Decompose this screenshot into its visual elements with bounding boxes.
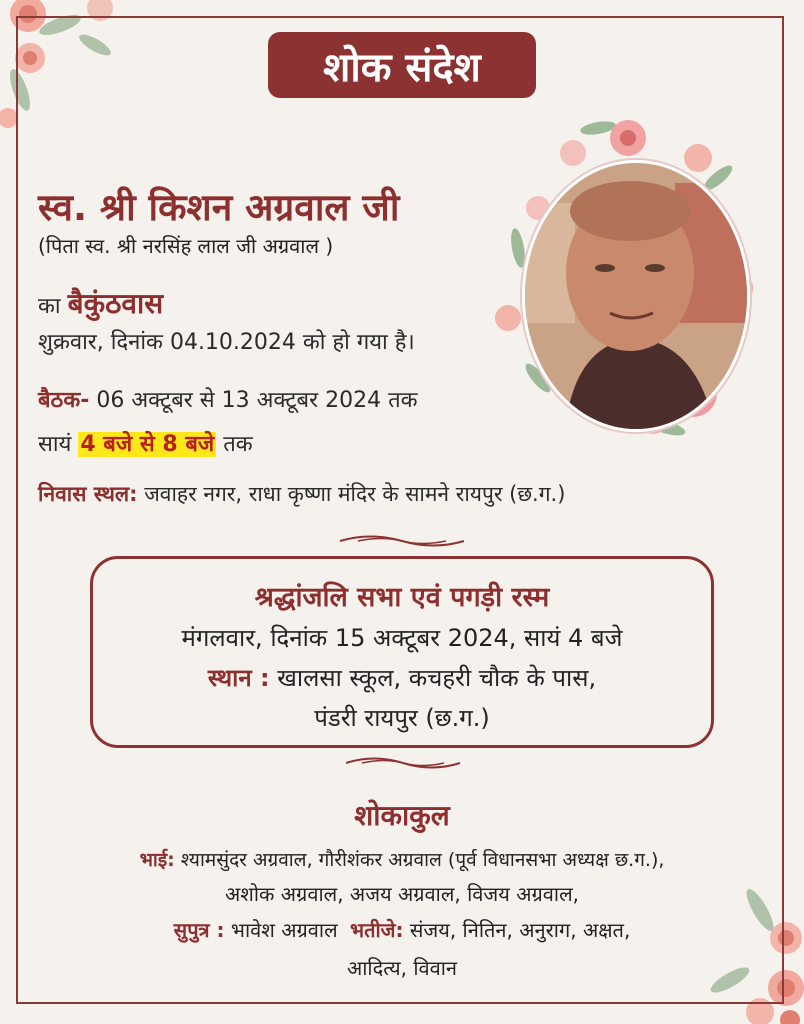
- ornament-divider-top: [338, 534, 466, 548]
- baithak-time-highlight: 4 बजे से 8 बजे: [80, 432, 215, 457]
- brothers-label: भाई:: [139, 849, 175, 871]
- residence-address: जवाहर नगर, राधा कृष्णा मंदिर के सामने रायपुर (छ.ग.): [144, 482, 566, 506]
- page-title: शोक संदेश: [323, 44, 481, 91]
- passing-date: शुक्रवार, दिनांक 04.10.2024 को हो गया है।: [38, 330, 415, 355]
- residence-label: निवास स्थल:: [38, 482, 138, 506]
- ceremony-box: [90, 556, 714, 748]
- title-banner: [268, 32, 536, 98]
- family-brothers-line: [0, 846, 804, 872]
- ceremony-venue: खालसा स्कूल, कचहरी चौक के पास,: [277, 664, 597, 692]
- father-name: (पिता स्व. श्री नरसिंह लाल जी अग्रवाल ): [38, 234, 334, 258]
- baithak-time-prefix: सायं: [38, 432, 72, 457]
- baithak-label: बैठक-: [38, 388, 90, 413]
- baithak-dates-line: [38, 384, 418, 414]
- deceased-name: स्व. श्री किशन अग्रवाल जी: [38, 186, 400, 229]
- family-nephews-line2: आदित्य, विवान: [346, 956, 458, 980]
- family-son-line: [0, 916, 804, 943]
- baithak-dates: 06 अक्टूबर से 13 अक्टूबर 2024 तक: [96, 388, 418, 413]
- son-name: भावेश अग्रवाल: [230, 918, 338, 942]
- ceremony-datetime: मंगलवार, दिनांक 15 अक्टूबर 2024, सायं 4 बजे: [181, 624, 623, 652]
- brothers-names: श्यामसुंदर अग्रवाल, गौरीशंकर अग्रवाल (पूर्व विधानसभा अध्यक्ष छ.ग.),: [180, 849, 665, 871]
- passing-prefix: का: [38, 294, 61, 319]
- baithak-time-line: [38, 428, 253, 458]
- nephews-label: भतीजे:: [350, 918, 404, 942]
- passing-heading: [38, 284, 163, 322]
- residence-line: [38, 480, 565, 508]
- family-heading: शोकाकुल: [354, 799, 450, 832]
- deceased-portrait: [522, 160, 750, 432]
- son-label: सुपुत्र :: [173, 918, 225, 942]
- ceremony-title: श्रद्धांजलि सभा एवं पगड़ी रस्म: [254, 582, 550, 613]
- passing-word: बैकुंठवास: [67, 287, 164, 320]
- ceremony-venue-line2: पंडरी रायपुर (छ.ग.): [314, 704, 490, 732]
- baithak-time-suffix: तक: [223, 432, 253, 457]
- ceremony-venue-label: स्थान :: [207, 664, 270, 692]
- nephews-names: संजय, नितिन, अनुराग, अक्षत,: [409, 918, 631, 942]
- ornament-divider-bottom: [344, 756, 462, 770]
- family-brothers-line2: अशोक अग्रवाल, अजय अग्रवाल, विजय अग्रवाल,: [225, 882, 579, 906]
- ceremony-venue-line: [93, 661, 711, 694]
